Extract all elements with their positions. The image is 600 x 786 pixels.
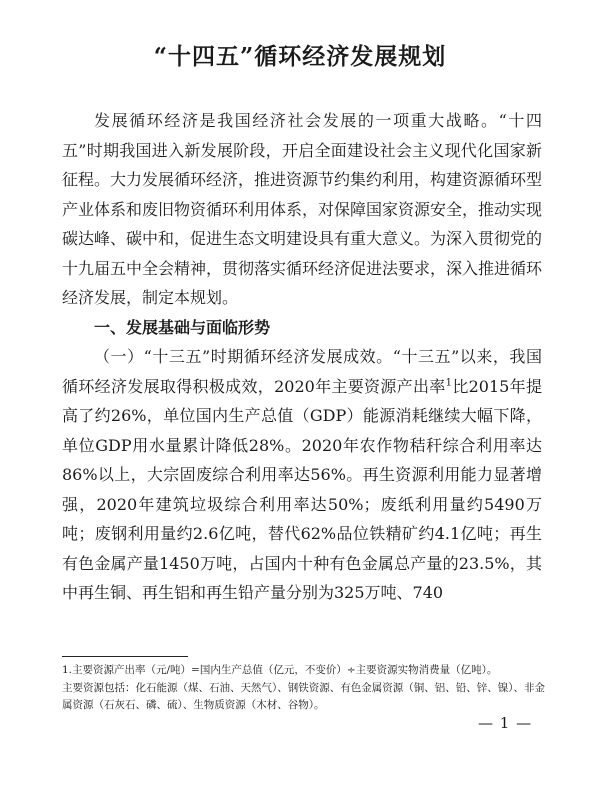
sub-heading: （一）“十三五”时期循环经济发展成效。 — [94, 347, 393, 366]
achievements-paragraph — [62, 342, 542, 608]
document-title: “十四五”循环经济发展规划 — [153, 43, 447, 70]
footnote-line-1: 1.主要资源产出率（元/吨）=国内生产总值（亿元，不变价）÷主要资源实物消费量（亿吨）。 — [62, 664, 498, 676]
paragraph-text-b: 比2015年提高了约26%，单位国内生产总值（GDP）能源消耗继续大幅下降，单位GDP用水量累计降低28%。2020年农作物秸秆综合利用率达86%以上，大宗固废综合利用率达56%。再生资源利用能力显著增强，2020年建筑垃圾综合利用率达50%；废纸利用量约5490万吨；废钢利用量约2.6亿吨，替代62%品位铁精矿约4.1亿吨；再生有色金属产量1450万吨，占国内十种有色金属总产量的23.5%，其中再生铜、再生铝和再生铅产量分别为325万吨、740 — [62, 376, 542, 602]
footnote — [62, 662, 548, 715]
footnote-divider — [62, 656, 188, 657]
footnote-line-2: 主要资源包括：化石能源（煤、石油、天然气）、钢铁资源、有色金属资源（铜、铝、铅、锌、镍）、非金属资源（石灰石、磷、硫）、生物质资源（木材、谷物）。 — [62, 681, 545, 711]
intro-paragraph: 发展循环经济是我国经济社会发展的一项重大战略。“十四五”时期我国进入新发展阶段，开启全面建设社会主义现代化国家新征程。大力发展循环经济，推进资源节约集约利用，构建资源循环型产业体系和废旧物资循环利用体系，对保障国家资源安全，推动实现碳达峰、碳中和，促进生态文明建设具有重大意义。为深入贯彻党的十九届五中全会精神，贯彻落实循环经济促进法要求，深入推进循环经济发展，制定本规划。 — [62, 111, 543, 307]
section-heading: 一、发展基础与面临形势 — [94, 317, 271, 337]
page-number: — 1 — — [478, 714, 533, 732]
paragraph-text-a: “十三五”以来，我国循环经济发展取得积极成效，2020年主要资源产出率 — [62, 347, 542, 396]
footnote-reference[interactable]: 1 — [445, 377, 452, 389]
document-body — [62, 106, 542, 608]
